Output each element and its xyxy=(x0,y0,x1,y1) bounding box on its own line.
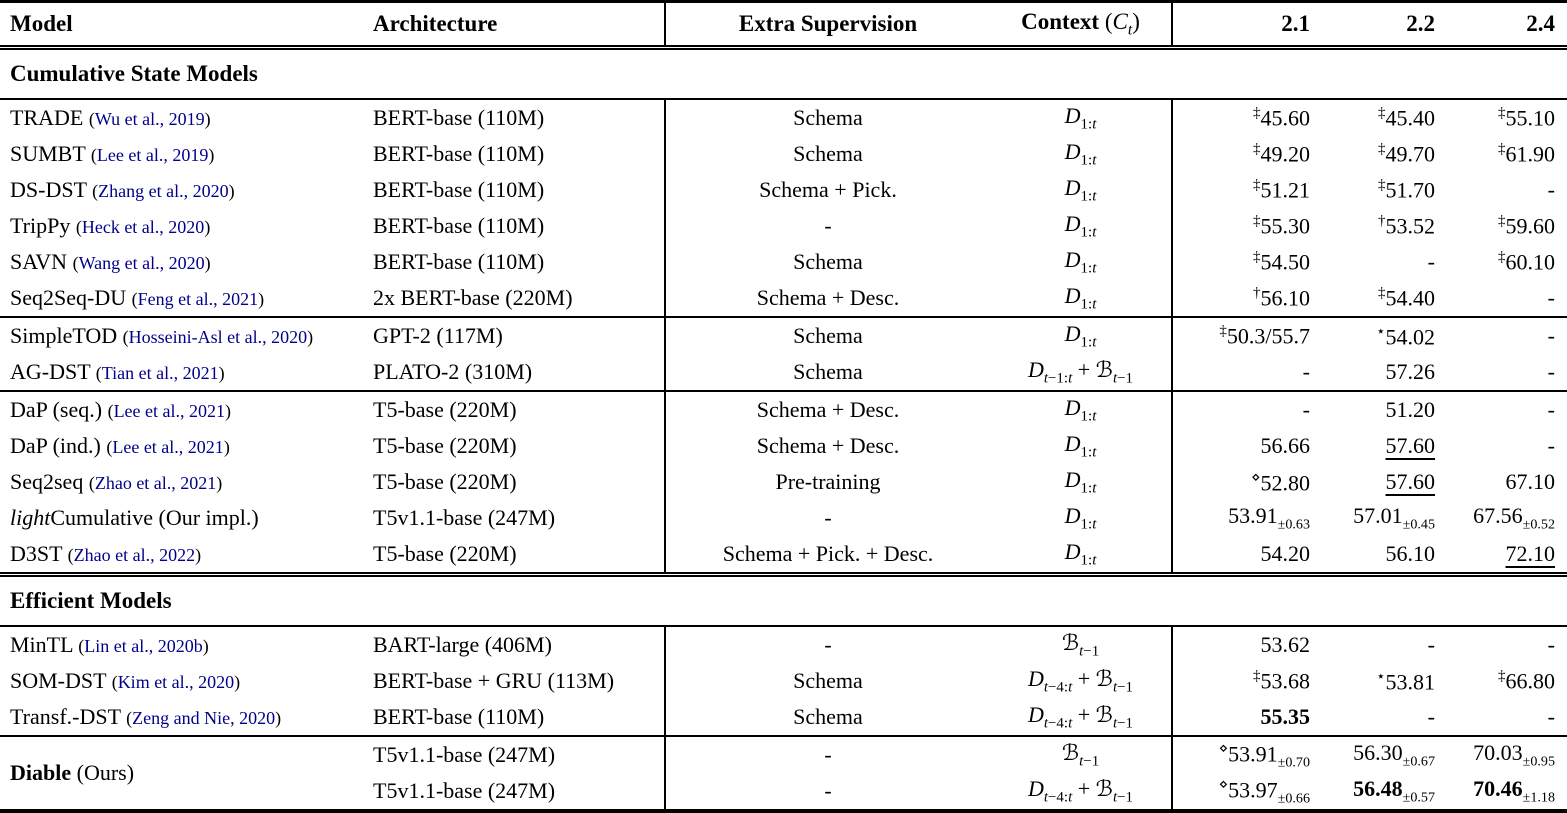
citation-link[interactable]: Wang et al., 2020 xyxy=(78,253,205,273)
context-cell: $D_{1:t}$ xyxy=(990,136,1172,172)
header-row xyxy=(0,2,1567,48)
context-cell: $D_{1:t}$ xyxy=(990,244,1172,280)
diamond-marker: ⋄ xyxy=(1218,776,1229,793)
model-cell xyxy=(0,663,365,699)
supervision-cell: - xyxy=(665,626,990,663)
citation: (Zeng and Nie, 2020) xyxy=(126,708,282,728)
architecture-cell: BERT-base (110M) xyxy=(365,699,665,736)
table-row xyxy=(0,280,1567,317)
score-cell-2-4 xyxy=(1447,99,1567,136)
citation-link[interactable]: Zeng and Nie, 2020 xyxy=(132,708,276,728)
score-value: 53.52 xyxy=(1385,213,1435,239)
architecture-cell: T5-base (220M) xyxy=(365,536,665,575)
score-value: 57.26 xyxy=(1385,359,1435,384)
table-row xyxy=(0,663,1567,699)
score-value: 49.20 xyxy=(1260,141,1310,167)
supervision-cell: - xyxy=(824,213,832,238)
architecture-cell: BERT-base (110M) xyxy=(365,136,665,172)
score-value: 51.20 xyxy=(1385,397,1435,422)
architecture-cell: GPT-2 (117M) xyxy=(365,317,665,354)
architecture-cell: BERT-base (110M) xyxy=(365,99,665,136)
score-cell-2-2 xyxy=(1322,317,1447,354)
model-name: SOM-DST xyxy=(10,668,107,693)
supervision-cell: - xyxy=(665,736,990,773)
score-cell-2-2 xyxy=(1322,736,1447,773)
score-cell-2-2 xyxy=(1322,500,1447,536)
header-context-label: Context xyxy=(1021,8,1100,34)
score-cell-2-4 xyxy=(1447,280,1567,317)
citation-link[interactable]: Heck et al., 2020 xyxy=(81,217,205,237)
score-value: 56.66 xyxy=(1260,433,1310,458)
score-value: - xyxy=(1302,359,1310,384)
score-value: 53.62 xyxy=(1260,632,1310,657)
score-value: 72.10 xyxy=(1505,541,1555,566)
citation: (Zhao et al., 2021) xyxy=(88,473,223,493)
score-value: - xyxy=(1547,632,1555,657)
score-stddev: ±0.57 xyxy=(1402,789,1435,806)
citation: (Heck et al., 2020) xyxy=(75,217,211,237)
score-cell-2-1 xyxy=(1172,428,1322,464)
double-dagger-marker: ‡ xyxy=(1253,667,1261,684)
score-value: 70.46 xyxy=(1473,775,1523,801)
double-dagger-marker: ‡ xyxy=(1253,212,1261,229)
double-dagger-marker: ‡ xyxy=(1498,212,1506,229)
context-cell: $D_{1:t}$ xyxy=(990,391,1172,428)
citation-link[interactable]: Zhang et al., 2020 xyxy=(98,181,229,201)
architecture-cell: PLATO-2 (310M) xyxy=(365,354,665,391)
header-context xyxy=(990,2,1172,48)
score-cell-2-2 xyxy=(1322,208,1447,244)
score-value: 51.70 xyxy=(1385,177,1435,203)
supervision-cell: Schema + Pick. + Desc. xyxy=(722,541,934,566)
score-value: 53.91 xyxy=(1228,502,1278,528)
score-value: 52.80 xyxy=(1260,470,1310,496)
citation: (Hosseini-Asl et al., 2020) xyxy=(122,327,314,347)
star-marker: ⋆ xyxy=(1376,323,1386,340)
section-row xyxy=(0,48,1567,100)
score-stddev: ±0.95 xyxy=(1522,753,1555,770)
double-dagger-marker: ‡ xyxy=(1378,104,1386,121)
score-cell-2-1 xyxy=(1172,391,1322,428)
double-dagger-marker: ‡ xyxy=(1498,104,1506,121)
model-name: TripPy xyxy=(10,213,71,238)
score-value: 55.35 xyxy=(1260,704,1310,729)
score-value: 61.90 xyxy=(1505,141,1555,167)
table-row xyxy=(0,99,1567,136)
model-cell xyxy=(0,99,365,136)
architecture-cell: T5-base (220M) xyxy=(365,428,665,464)
score-cell-2-2 xyxy=(1322,280,1447,317)
citation-link[interactable]: Hosseini-Asl et al., 2020 xyxy=(128,327,308,347)
score-value: 67.10 xyxy=(1505,469,1555,494)
model-cell xyxy=(0,208,365,244)
model-name: SUMBT xyxy=(10,141,86,166)
score-stddev: ±0.45 xyxy=(1402,516,1435,533)
score-cell-2-1 xyxy=(1172,663,1322,699)
model-name: SAVN xyxy=(10,249,68,274)
dagger-marker: † xyxy=(1378,212,1386,229)
score-cell-2-4 xyxy=(1447,428,1567,464)
score-value: 53.81 xyxy=(1385,669,1435,695)
architecture-cell: BERT-base (110M) xyxy=(365,172,665,208)
score-cell-2-1 xyxy=(1172,244,1322,280)
score-value: 56.30 xyxy=(1353,739,1403,765)
architecture-cell: BERT-base + GRU (113M) xyxy=(365,663,665,699)
score-value: 66.80 xyxy=(1505,668,1555,694)
score-value: - xyxy=(1547,433,1555,458)
score-value: 45.40 xyxy=(1385,105,1435,131)
model-name: SimpleTOD xyxy=(10,323,118,348)
double-dagger-marker: ‡ xyxy=(1498,140,1506,157)
table-row xyxy=(0,736,1567,773)
model-cell xyxy=(0,536,365,575)
table-row xyxy=(0,244,1567,280)
score-cell-2-4 xyxy=(1447,536,1567,575)
citation: (Lee et al., 2021) xyxy=(107,401,232,421)
table-row xyxy=(0,536,1567,575)
score-value: 53.91 xyxy=(1228,740,1278,766)
architecture-cell: BART-large (406M) xyxy=(365,626,665,663)
score-value: - xyxy=(1547,704,1555,729)
double-dagger-marker: ‡ xyxy=(1219,322,1227,339)
model-name: AG-DST xyxy=(10,359,91,384)
table-row xyxy=(0,500,1567,536)
citation: (Wang et al., 2020) xyxy=(72,253,211,273)
citation-link[interactable]: Feng et al., 2021 xyxy=(137,289,259,309)
table-row xyxy=(0,317,1567,354)
score-value: - xyxy=(1427,704,1435,729)
section-title: Efficient Models xyxy=(0,575,1567,627)
double-dagger-marker: ‡ xyxy=(1498,248,1506,265)
script-capital-b-symbol: ℬ xyxy=(1061,630,1080,656)
model-cell xyxy=(0,699,365,736)
supervision-cell: - xyxy=(824,505,832,530)
header-mwoz-2-4: 2.4 xyxy=(1447,2,1567,48)
score-value: 53.68 xyxy=(1260,668,1310,694)
score-value: - xyxy=(1427,249,1435,274)
context-cell: $D_{1:t}$ xyxy=(990,536,1172,575)
model-name: DS-DST xyxy=(10,177,87,202)
score-cell-2-2 xyxy=(1322,464,1447,500)
score-value: 45.60 xyxy=(1260,105,1310,131)
model-cell xyxy=(0,172,365,208)
score-value: - xyxy=(1547,323,1555,348)
score-value: 54.02 xyxy=(1385,324,1435,350)
double-dagger-marker: ‡ xyxy=(1253,176,1261,193)
model-cell xyxy=(0,391,365,428)
header-architecture: Architecture xyxy=(365,2,665,48)
score-stddev: ±0.66 xyxy=(1277,790,1310,807)
score-cell-2-2 xyxy=(1322,99,1447,136)
model-cell xyxy=(0,136,365,172)
score-cell-2-2 xyxy=(1322,391,1447,428)
score-stddev: ±0.52 xyxy=(1522,516,1555,533)
citation: (Lee et al., 2019) xyxy=(90,145,215,165)
score-stddev: ±1.18 xyxy=(1522,789,1555,806)
score-value: - xyxy=(1547,359,1555,384)
citation: (Lin et al., 2020b) xyxy=(78,636,209,656)
context-cell: $D_{t-4:t}$ + ℬ$_{t-1}$ xyxy=(990,699,1172,736)
score-cell-2-4 xyxy=(1447,391,1567,428)
script-capital-b-symbol: ℬ xyxy=(1061,740,1080,766)
score-cell-2-2 xyxy=(1322,626,1447,663)
citation-link[interactable]: Lee et al., 2019 xyxy=(96,145,209,165)
model-name: Cumulative xyxy=(50,505,153,530)
model-name: Seq2seq xyxy=(10,469,84,494)
model-name: D3ST xyxy=(10,541,63,566)
header-model: Model xyxy=(0,2,365,48)
context-cell: $D_{1:t}$ xyxy=(990,464,1172,500)
table-row xyxy=(0,391,1567,428)
score-value: 56.10 xyxy=(1385,541,1435,566)
model-cell xyxy=(0,500,365,536)
supervision-cell: - xyxy=(824,778,832,803)
supervision-cell: Schema xyxy=(793,249,863,274)
score-value: - xyxy=(1302,397,1310,422)
score-value: - xyxy=(1547,397,1555,422)
architecture-cell: T5v1.1-base (247M) xyxy=(365,736,665,773)
context-cell: $D_{1:t}$ xyxy=(990,172,1172,208)
model-cell xyxy=(0,464,365,500)
score-value: 54.50 xyxy=(1260,249,1310,275)
table-row xyxy=(0,699,1567,736)
double-dagger-marker: ‡ xyxy=(1253,104,1261,121)
context-cell: $D_{1:t}$ xyxy=(990,500,1172,536)
context-cell: $D_{t-4:t}$ + ℬ$_{t-1}$ xyxy=(990,773,1172,811)
score-cell-2-1 xyxy=(1172,464,1322,500)
score-value: 51.21 xyxy=(1260,177,1310,203)
score-cell-2-1 xyxy=(1172,354,1322,391)
architecture-cell: BERT-base (110M) xyxy=(365,244,665,280)
supervision-cell: Schema xyxy=(665,317,990,354)
context-cell: $D_{1:t}$ xyxy=(990,208,1172,244)
section-title: Cumulative State Models xyxy=(0,48,1567,100)
model-name: Diable xyxy=(10,760,72,785)
table-header xyxy=(0,2,1567,48)
star-marker: ⋆ xyxy=(1376,668,1386,685)
model-cell xyxy=(0,354,365,391)
score-stddev: ±0.70 xyxy=(1277,754,1310,771)
score-cell-2-1 xyxy=(1172,317,1322,354)
score-cell-2-2 xyxy=(1322,699,1447,736)
table-row xyxy=(0,428,1567,464)
score-cell-2-4 xyxy=(1447,172,1567,208)
double-dagger-marker: ‡ xyxy=(1498,667,1506,684)
supervision-cell: Schema + Desc. xyxy=(756,285,900,310)
header-context-math: $(C_t)$ xyxy=(1104,8,1140,39)
supervision-cell: Schema xyxy=(793,704,863,729)
score-cell-2-4 xyxy=(1447,136,1567,172)
double-dagger-marker: ‡ xyxy=(1253,140,1261,157)
score-cell-2-1 xyxy=(1172,736,1322,773)
table-row xyxy=(0,172,1567,208)
score-cell-2-4 xyxy=(1447,354,1567,391)
citation: (Kim et al., 2020) xyxy=(111,672,241,692)
table-row xyxy=(0,208,1567,244)
supervision-cell: Schema + Desc. xyxy=(756,433,900,458)
architecture-cell: T5-base (220M) xyxy=(365,464,665,500)
score-cell-2-1 xyxy=(1172,208,1322,244)
score-cell-2-1 xyxy=(1172,136,1322,172)
diamond-marker: ⋄ xyxy=(1218,740,1229,757)
score-cell-2-4 xyxy=(1447,317,1567,354)
context-cell: $D_{1:t}$ xyxy=(990,428,1172,464)
supervision-cell: Schema xyxy=(665,99,990,136)
citation-link[interactable]: Lee et al., 2021 xyxy=(112,437,224,457)
citation: (Tian et al., 2021) xyxy=(95,363,225,383)
score-cell-2-4 xyxy=(1447,244,1567,280)
context-cell: ℬ$_{t-1}$ xyxy=(990,626,1172,663)
score-cell-2-2 xyxy=(1322,354,1447,391)
score-cell-2-4 xyxy=(1447,464,1567,500)
dagger-marker: † xyxy=(1253,284,1261,301)
architecture-cell: BERT-base (110M) xyxy=(365,208,665,244)
table-row xyxy=(0,136,1567,172)
citation-link[interactable]: Tian et al., 2021 xyxy=(101,363,219,383)
double-dagger-marker: ‡ xyxy=(1378,284,1386,301)
context-cell: $D_{1:t}$ xyxy=(990,317,1172,354)
score-value: 55.30 xyxy=(1260,213,1310,239)
score-cell-2-2 xyxy=(1322,244,1447,280)
diamond-marker: ⋄ xyxy=(1251,469,1261,486)
score-stddev: ±0.67 xyxy=(1402,753,1435,770)
citation: (Wu et al., 2019) xyxy=(88,109,211,129)
score-cell-2-2 xyxy=(1322,136,1447,172)
citation-link[interactable]: Lin et al., 2020b xyxy=(84,636,203,656)
score-cell-2-2 xyxy=(1322,663,1447,699)
header-mwoz-2-1: 2.1 xyxy=(1172,2,1322,48)
score-cell-2-4 xyxy=(1447,663,1567,699)
model-cell xyxy=(0,428,365,464)
score-value: 54.20 xyxy=(1260,541,1310,566)
model-cell xyxy=(0,280,365,317)
double-dagger-marker: ‡ xyxy=(1378,176,1386,193)
score-value: - xyxy=(1547,177,1555,202)
score-cell-2-1 xyxy=(1172,536,1322,575)
model-name: DaP (seq.) xyxy=(10,397,103,422)
model-name: Transf.-DST xyxy=(10,704,121,729)
citation-link[interactable]: Kim et al., 2020 xyxy=(117,672,235,692)
model-name: Seq2Seq-DU xyxy=(10,285,127,310)
score-value: 54.40 xyxy=(1385,285,1435,311)
table-row xyxy=(0,626,1567,663)
score-value: 57.01 xyxy=(1353,502,1403,528)
model-name-italic-prefix: light xyxy=(10,505,51,530)
score-value: - xyxy=(1547,285,1555,310)
script-capital-b-symbol: ℬ xyxy=(1095,666,1113,692)
score-value: 49.70 xyxy=(1385,141,1435,167)
score-cell-2-4 xyxy=(1447,208,1567,244)
score-cell-2-1 xyxy=(1172,699,1322,736)
model-name-suffix: (Ours) xyxy=(71,760,135,785)
header-extra-supervision: Extra Supervision xyxy=(665,2,990,48)
citation-link[interactable]: Zhao et al., 2022 xyxy=(73,545,196,565)
architecture-cell: 2x BERT-base (220M) xyxy=(365,280,665,317)
score-cell-2-4 xyxy=(1447,699,1567,736)
script-capital-b-symbol: ℬ xyxy=(1095,357,1113,383)
double-dagger-marker: ‡ xyxy=(1378,140,1386,157)
score-cell-2-1 xyxy=(1172,280,1322,317)
score-value: 60.10 xyxy=(1505,249,1555,275)
citation: (Zhang et al., 2020) xyxy=(92,181,235,201)
supervision-cell: Schema xyxy=(793,141,863,166)
score-value: 55.10 xyxy=(1505,105,1555,131)
context-cell: $D_{1:t}$ xyxy=(990,280,1172,317)
supervision-cell: Pre-training xyxy=(775,469,881,494)
model-name: MinTL xyxy=(10,632,73,657)
model-cell xyxy=(0,626,365,663)
model-cell xyxy=(0,317,365,354)
score-stddev: ±0.63 xyxy=(1277,516,1310,533)
score-cell-2-2 xyxy=(1322,536,1447,575)
citation-link[interactable]: Lee et al., 2021 xyxy=(113,401,226,421)
citation-link[interactable]: Wu et al., 2019 xyxy=(94,109,205,129)
score-cell-2-4 xyxy=(1447,736,1567,773)
score-value: 70.03 xyxy=(1473,739,1523,765)
score-cell-2-1 xyxy=(1172,99,1322,136)
context-cell: $D_{1:t}$ xyxy=(990,99,1172,136)
score-cell-2-4 xyxy=(1447,500,1567,536)
table-row xyxy=(0,464,1567,500)
score-value: 57.60 xyxy=(1385,433,1435,458)
section-row xyxy=(0,575,1567,627)
score-cell-2-1 xyxy=(1172,626,1322,663)
score-value: 56.10 xyxy=(1260,285,1310,311)
double-dagger-marker: ‡ xyxy=(1253,248,1261,265)
citation: (Feng et al., 2021) xyxy=(131,289,265,309)
context-cell: ℬ$_{t-1}$ xyxy=(990,736,1172,773)
score-value: 57.60 xyxy=(1385,469,1435,494)
script-capital-b-symbol: ℬ xyxy=(1095,702,1113,728)
score-cell-2-2 xyxy=(1322,428,1447,464)
citation-link[interactable]: Zhao et al., 2021 xyxy=(94,473,217,493)
model-name: TRADE xyxy=(10,105,84,130)
score-value: 56.48 xyxy=(1353,775,1403,801)
context-cell: $D_{t-1:t}$ + ℬ$_{t-1}$ xyxy=(990,354,1172,391)
architecture-cell: T5v1.1-base (247M) xyxy=(365,773,665,811)
score-value: 53.97 xyxy=(1228,776,1278,802)
score-value: 59.60 xyxy=(1505,213,1555,239)
model-name: DaP (ind.) xyxy=(10,433,101,458)
supervision-cell: Schema + Desc. xyxy=(665,391,990,428)
citation: (Zhao et al., 2022) xyxy=(67,545,202,565)
table-row xyxy=(0,354,1567,391)
model-name-suffix: (Our impl.) xyxy=(153,505,259,530)
architecture-cell: T5v1.1-base (247M) xyxy=(365,500,665,536)
supervision-cell: Schema + Pick. xyxy=(759,177,897,202)
score-cell-2-4 xyxy=(1447,626,1567,663)
table-body xyxy=(0,48,1567,812)
score-cell-2-1 xyxy=(1172,172,1322,208)
header-mwoz-2-2: 2.2 xyxy=(1322,2,1447,48)
context-cell: $D_{t-4:t}$ + ℬ$_{t-1}$ xyxy=(990,663,1172,699)
score-value: - xyxy=(1427,632,1435,657)
score-cell-2-2 xyxy=(1322,172,1447,208)
script-capital-b-symbol: ℬ xyxy=(1095,776,1113,802)
score-value: 50.3/55.7 xyxy=(1226,323,1310,349)
citation: (Lee et al., 2021) xyxy=(106,437,230,457)
score-value: 67.56 xyxy=(1473,502,1523,528)
architecture-cell: T5-base (220M) xyxy=(365,391,665,428)
model-cell xyxy=(0,244,365,280)
supervision-cell: Schema xyxy=(793,359,863,384)
model-cell xyxy=(0,736,365,811)
score-cell-2-1 xyxy=(1172,500,1322,536)
supervision-cell: Schema xyxy=(793,668,863,693)
